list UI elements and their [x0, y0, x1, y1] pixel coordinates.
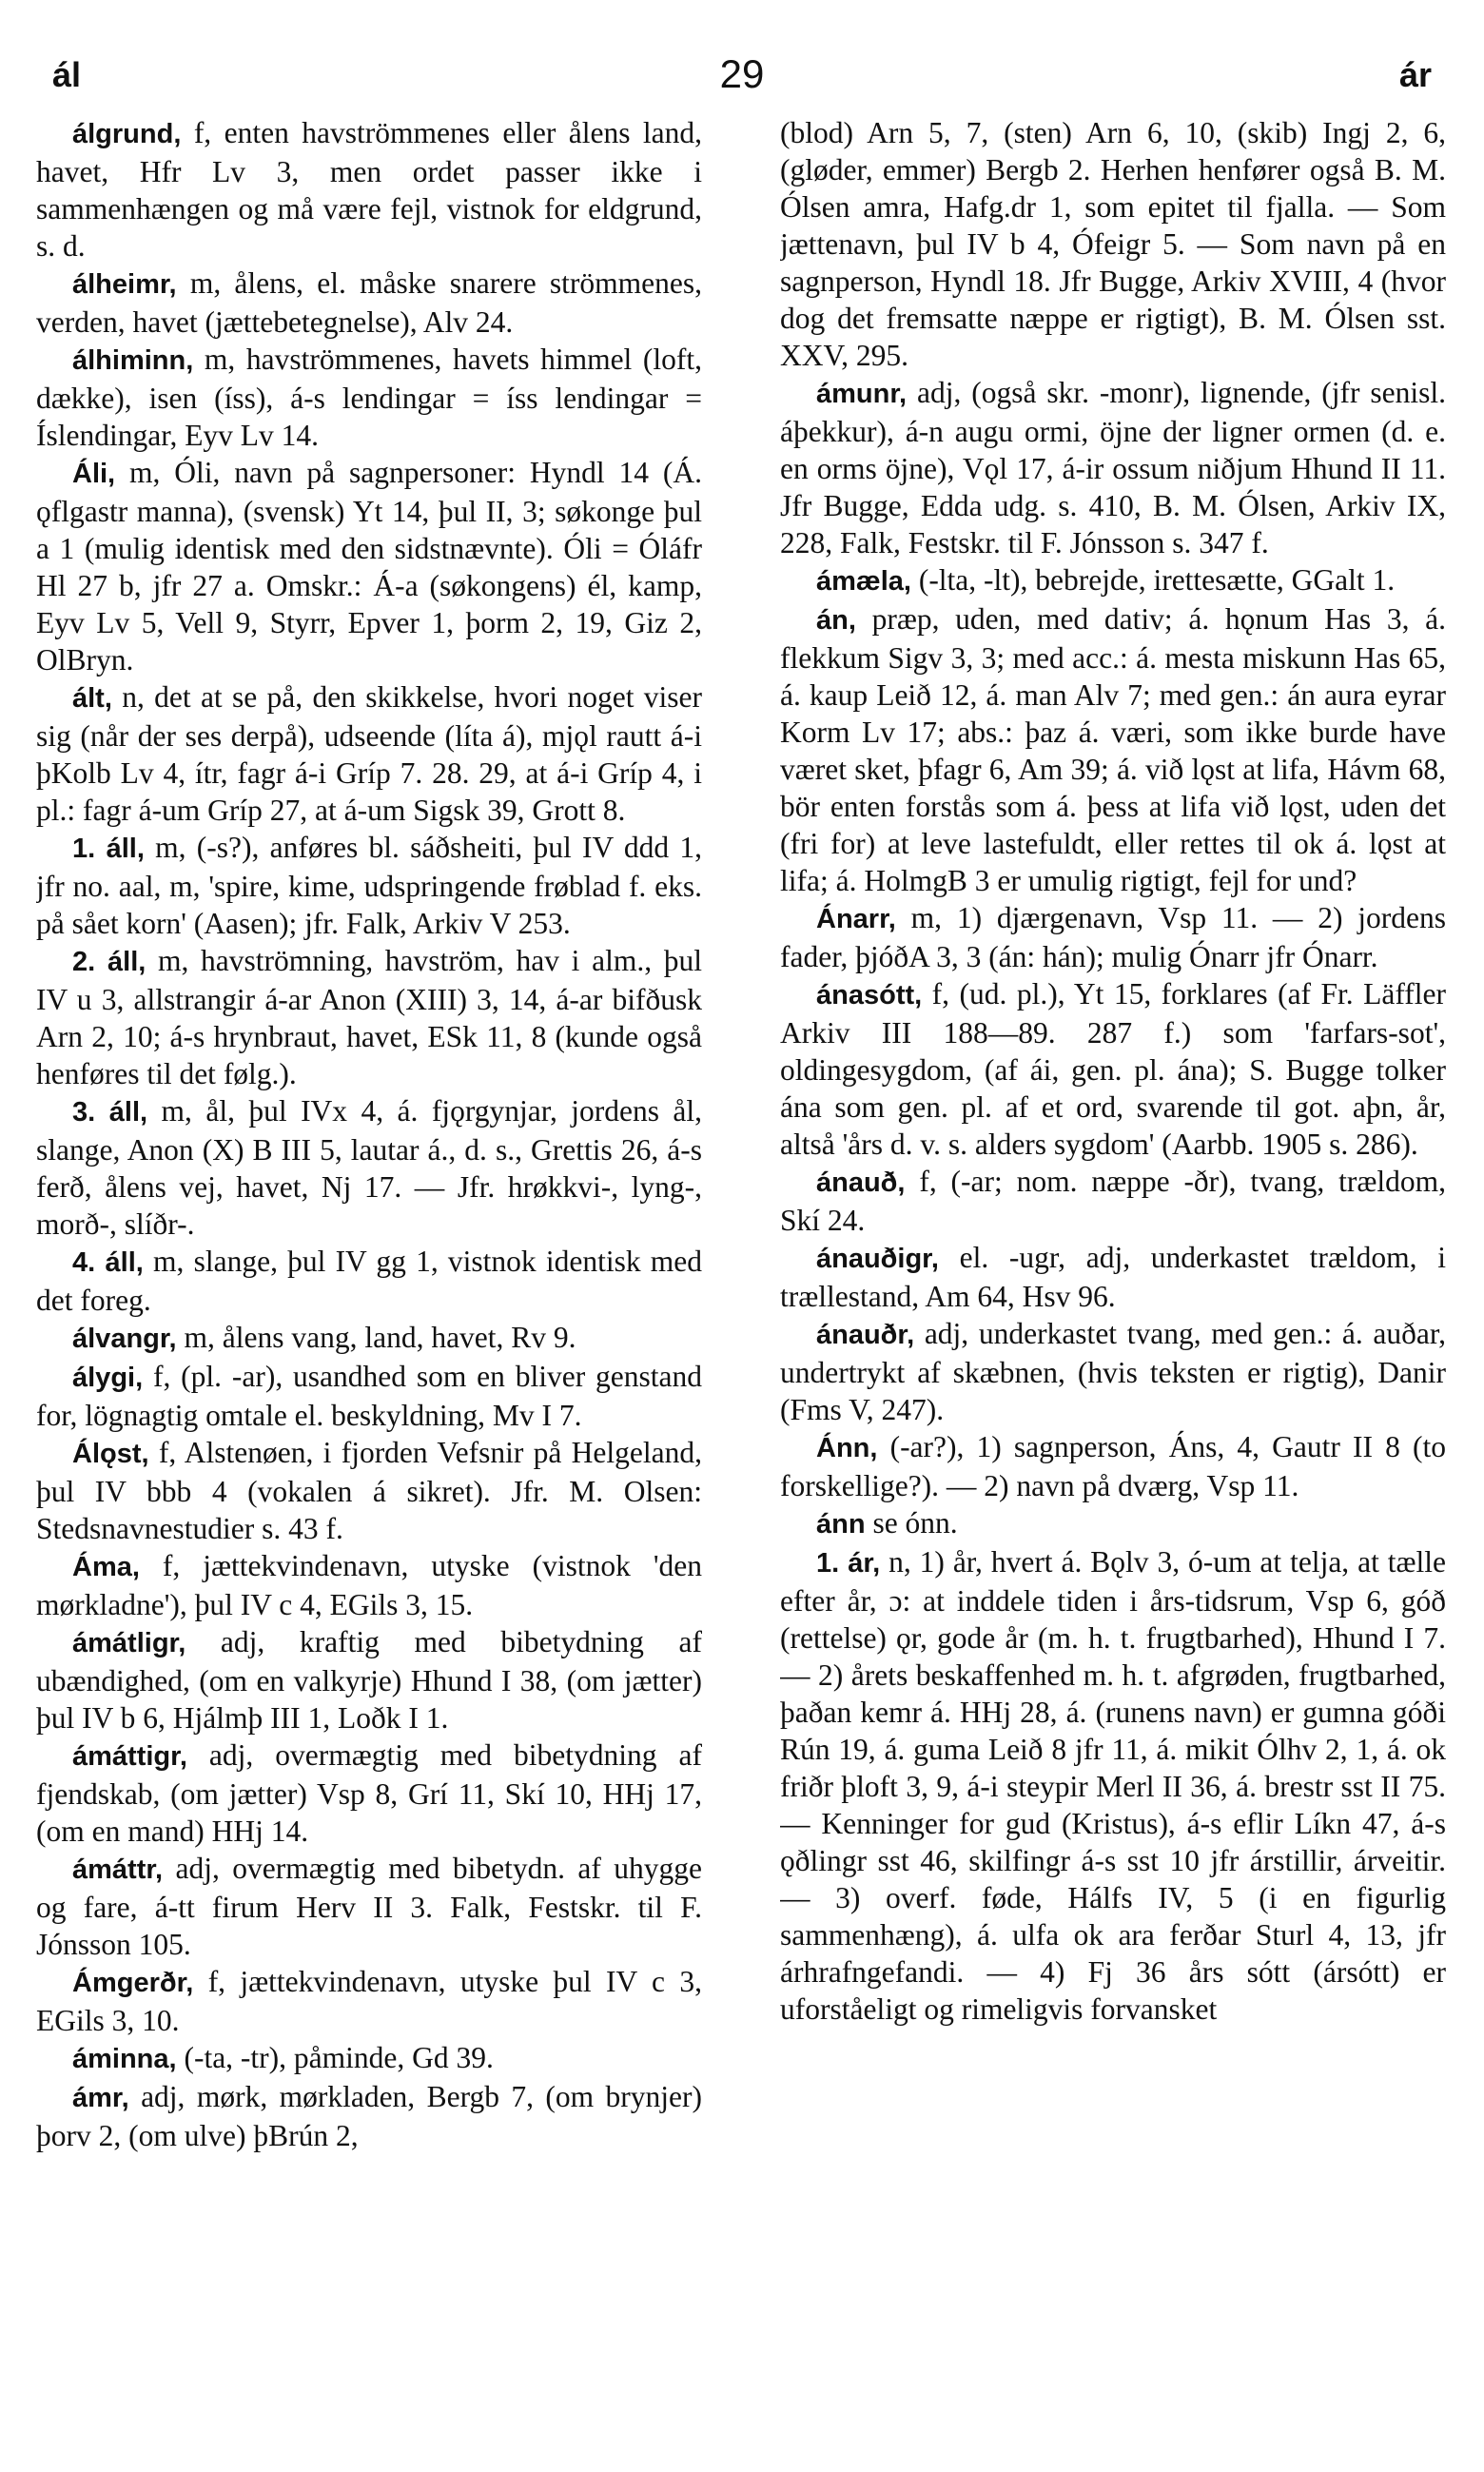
entry-definition: adj, kraftig med bibetydning af ubændighed, (om en valkyrje) Hhund I 38, (om jætter) þul IV b 6, Hjálmþ III 1, Loðk I 1. [36, 1625, 702, 1735]
entry-definition: (-lta, -lt), bebrejde, irettesætte, GGalt 1. [918, 563, 1396, 597]
entry-definition: m, havströmning, havström, hav i alm., þul IV u 3, allstrangir á-ar Anon (XIII) 3, 14, á-ar bifðusk Arn 2, 10; á-s hrynbraut, havet, ESk 11, 8 (kunde også henføres til det følg.). [36, 944, 702, 1090]
entry-definition: f, (-ar; nom. næppe -ðr), tvang, trældom, Skí 24. [780, 1165, 1446, 1237]
dictionary-entry [780, 899, 1446, 975]
dictionary-entry [36, 1547, 702, 1623]
dictionary-entry [36, 2039, 702, 2078]
dictionary-entry [780, 374, 1446, 561]
entry-definition: f, enten havströmmenes eller ålens land, havet, Hfr Lv 3, men ordet passer ikke i sammenhængen og må være fejl, vistnok for eldgrund, s. d. [36, 116, 702, 263]
dictionary-entry [36, 678, 702, 829]
entry-headword: 4. áll, [72, 1247, 144, 1278]
entry-headword: Álǫst, [72, 1439, 149, 1469]
dictionary-entry [36, 1092, 702, 1243]
dictionary-entry [780, 975, 1446, 1163]
dictionary-entry [36, 1850, 702, 1963]
header-first-word: ál [52, 55, 82, 94]
entry-headword: ánauðr, [816, 1320, 915, 1350]
entry-definition: m, ålens vang, land, havet, Rv 9. [184, 1321, 576, 1354]
right-column [780, 114, 1446, 2455]
entry-headword: álvangr, [72, 1324, 177, 1354]
entry-definition: m, Óli, navn på sagnpersoner: Hyndl 14 (Á. ǫflgastr manna), (svensk) Yt 14, þul II, 3; søkonge þul a 1 (mulig identisk med den sidstnævnte). Óli = Óláfr Hl 27 b, jfr 27 a. Omskr.: Á-a (søkongens) él, kamp, Eyv Lv 5, Vell 9, Styrr, Epver 1, þorm 2, 19, Giz 2, OlBryn. [36, 456, 702, 677]
entry-headword: Áma, [72, 1552, 140, 1582]
entry-headword: ámáttigr, [72, 1741, 187, 1772]
entry-definition: m, ål, þul IVx 4, á. fjǫrgynjar, jordens ål, slange, Anon (X) B III 5, lautar á., d. s., Grettis 26, á-s ferð, ålens vej, havet, Nj 17. — Jfr. hrøkkvi-, lyng-, morð-, slíðr-. [36, 1094, 702, 1241]
entry-headword: 1. áll, [72, 834, 145, 864]
entry-definition: f, Alstenøen, i fjorden Vefsnir på Helgeland, þul IV bbb 4 (vokalen á sikret). Jfr. M. Olsen: Stedsnavnestudier s. 43 f. [36, 1436, 702, 1545]
dictionary-entry [36, 114, 702, 265]
entry-headword: 2. áll, [72, 947, 146, 977]
header-last-word: ár [1398, 55, 1432, 94]
entry-headword: 1. ár, [816, 1548, 881, 1579]
dictionary-entry [36, 1434, 702, 1547]
entry-headword: álhiminn, [72, 345, 194, 376]
page-number: 29 [719, 51, 765, 96]
entry-headword: álheimr, [72, 269, 177, 300]
entry-headword: álgrund, [72, 119, 182, 149]
entry-headword: áminna, [72, 2044, 177, 2074]
dictionary-entry [36, 265, 702, 341]
left-column [36, 114, 702, 2455]
entry-definition: f, (ud. pl.), Yt 15, forklares (af Fr. Läffler Arkiv III 188—89. 287 f.) som 'farfars-sot', oldingesygdom, (af ái, gen. pl. ána); S. Bugge tolker ána som gen. pl. af et ord, svarende til got. aþn, år, altså 'års d. v. s. alders sygdom' (Aarbb. 1905 s. 286). [780, 977, 1446, 1161]
dictionary-entry [780, 1543, 1446, 2028]
dictionary-entry [36, 829, 702, 942]
entry-headword: álygi, [72, 1363, 144, 1393]
dictionary-entry [780, 600, 1446, 899]
entry-headword: ánauð, [816, 1167, 906, 1198]
entry-headword: ált, [72, 683, 112, 714]
entry-definition: m, (-s?), anføres bl. sáðsheiti, þul IV ddd 1, jfr no. aal, m, 'spire, kime, udspringende frøblad f. eks. på sået korn' (Aasen); jfr. Falk, Arkiv V 253. [36, 831, 702, 940]
entry-headword: Áli, [72, 459, 116, 489]
dictionary-entry [780, 1163, 1446, 1239]
dictionary-entry [780, 1504, 1446, 1543]
entry-headword: ámr, [72, 2083, 129, 2113]
dictionary-entry [36, 1623, 702, 1736]
entry-headword: ánn [816, 1509, 866, 1540]
entry-definition: m, slange, þul IV gg 1, vistnok identisk med det foreg. [36, 1245, 702, 1317]
entry-headword: ámæla, [816, 566, 911, 597]
entry-definition: (blod) Arn 5, 7, (sten) Arn 6, 10, (skib) Ingj 2, 6, (gløder, emmer) Bergb 2. Herhen henfører også B. M. Ólsen amra, Hafg.dr 1, som epitet til fjalla. — Som jættenavn, þul IV b 4, Ófeigr 5. — Som navn på en sagnperson, Hyndl 18. Jfr Bugge, Arkiv XVIII, 4 (hvor dog det fremsatte næppe er rigtigt), B. M. Ólsen sst. XXV, 295. [780, 116, 1446, 372]
dictionary-entry [36, 341, 702, 454]
entry-headword: Ánn, [816, 1433, 878, 1463]
entry-definition: adj, (også skr. -monr), lignende, (jfr senisl. áþekkur), á-n augu ormi, öjne der ligner ormen (d. e. en orms öjne), Vǫl 17, á-ir ossum niðjum Hhund II 11. Jfr Bugge, Edda udg. s. 410, B. M. Ólsen, Arkiv IX, 228, Falk, Festskr. til F. Jónsson s. 347 f. [780, 376, 1446, 559]
dictionary-entry [36, 942, 702, 1092]
entry-definition: adj, overmægtig med bibetydn. af uhygge og fare, á-tt firum Herv II 3. Falk, Festskr. til F. Jónsson 105. [36, 1852, 702, 1961]
entry-definition: el. -ugr, adj, underkastet trældom, i trællestand, Am 64, Hsv 96. [780, 1241, 1446, 1313]
entry-definition: m, ålens, el. måske snarere strömmenes, verden, havet (jættebetegnelse), Alv 24. [36, 266, 702, 339]
entry-headword: Ánarr, [816, 904, 896, 934]
entry-definition: n, 1) år, hvert á. Bǫlv 3, ó-um at telja, at tælle efter år, ɔ: at inddele tiden i års-tidsrum, Vsp 6, góð (rettelse) ǫr, gode år (m. h. t. frugtbarhed), Hhund I 7. — 2) årets beskaffenhed m. h. t. afgrøden, frugtbarhed, þaðan kemr á. HHj 28, á. (runens navn) er gumna góði Rún 19, á. guma Leið 8 jfr 11, á. mikit Ólhv 2, 1, á. ok friðr þloft 3, 9, á-i steypir Merl II 36, á. brestr sst II 75. — Kenninger for gud (Kristus), á-s eflir Líkn 47, á-s ǫðlingr sst 46, skilfingr á-s sst 10 jfr árstillir, árveitir. — 3) overf. føde, Hálfs IV, 5 (i en figurlig sammenhæng), á. ulfa ok ara ferðar Sturl 4, 13, jfr árhrafngefandi. — 4) Fj 36 års sótt (ársótt) er uforståeligt og rimeligvis forvansket [780, 1545, 1446, 2026]
entry-headword: ámunr, [816, 379, 908, 409]
entry-definition: (-ta, -tr), påminde, Gd 39. [184, 2041, 494, 2074]
entry-definition: m, 1) djærgenavn, Vsp 11. — 2) jordens fader, þjóðA 3, 3 (án: hán); mulig Ónarr jfr Ónarr. [780, 901, 1446, 973]
entry-headword: án, [816, 605, 856, 636]
entry-headword: 3. áll, [72, 1097, 148, 1128]
dictionary-entry [36, 2078, 702, 2154]
dictionary-entry [780, 114, 1446, 374]
entry-definition: (-ar?), 1) sagnperson, Áns, 4, Gautr II 8 (to forskellige?). — 2) navn på dværg, Vsp 11. [780, 1430, 1446, 1502]
dictionary-entry [36, 1358, 702, 1434]
running-head [52, 51, 1432, 103]
entry-headword: ámátligr, [72, 1628, 186, 1658]
dictionary-entry [36, 1243, 702, 1319]
entry-definition: n, det at se på, den skikkelse, hvori noget viser sig (når der ses derpå), udseende (líta á), mjǫl rautt á-i þKolb Lv 4, ítr, fagr á-i Gríp 7. 28. 29, at á-i Gríp 4, i pl.: fagr á-um Gríp 27, at á-um Sigsk 39, Grott 8. [36, 680, 702, 827]
dictionary-entry [36, 1319, 702, 1358]
dictionary-entry [36, 1736, 702, 1850]
entry-definition: f, (pl. -ar), usandhed som en bliver genstand for, lögnagtig omtale el. beskyldning, Mv I 7. [36, 1360, 702, 1432]
entry-headword: ámáttr, [72, 1854, 164, 1885]
entry-definition: adj, overmægtig med bibetydning af fjendskab, (om jætter) Vsp 8, Grí 11, Skí 10, HHj 17, (om en mand) HHj 14. [36, 1738, 702, 1848]
dictionary-entry [36, 454, 702, 678]
entry-definition: adj, underkastet tvang, med gen.: á. auðar, undertrykt af skæbnen, (hvis teksten er rigtig), Danir (Fms V, 247). [780, 1317, 1446, 1426]
entry-definition: se ónn. [872, 1506, 958, 1540]
entry-headword: ánauðigr, [816, 1244, 939, 1274]
dictionary-entry [780, 1239, 1446, 1315]
entry-definition: præp, uden, med dativ; á. hǫnum Has 3, á. flekkum Sigv 3, 3; med acc.: á. mesta miskunn Has 65, á. kaup Leið 12, á. man Alv 7; med gen.: án aura eyrar Korm Lv 17; abs.: þaz á. væri, som ikke burde have været sket, þfagr 6, Am 39; á. við lǫst at lifa, Hávm 68, bör enten forstås som á. þess at lifa við lǫst, uden det (fri for) at leve lastefuldt, eller rettes til ok á. lǫst at lifa; á. HolmgB 3 er umulig rigtigt, fejl for und? [780, 602, 1446, 897]
dictionary-entry [780, 1315, 1446, 1428]
entry-definition: m, havströmmenes, havets himmel (loft, dække), isen (íss), á-s lendingar = íss lendingar = Íslendingar, Eyv Lv 14. [36, 343, 702, 452]
dictionary-entry [36, 1963, 702, 2039]
entry-definition: adj, mørk, mørkladen, Bergb 7, (om brynjer) þorv 2, (om ulve) þBrún 2, [36, 2080, 702, 2152]
entry-headword: Ámgerðr, [72, 1968, 194, 1998]
entry-definition: f, jættekvindenavn, utyske (vistnok 'den mørkladne'), þul IV c 4, EGils 3, 15. [36, 1549, 702, 1621]
dictionary-entry [780, 1428, 1446, 1504]
entry-definition: f, jættekvindenavn, utyske þul IV c 3, EGils 3, 10. [36, 1965, 702, 2037]
dictionary-entry [780, 561, 1446, 600]
entry-headword: ánasótt, [816, 980, 923, 1010]
